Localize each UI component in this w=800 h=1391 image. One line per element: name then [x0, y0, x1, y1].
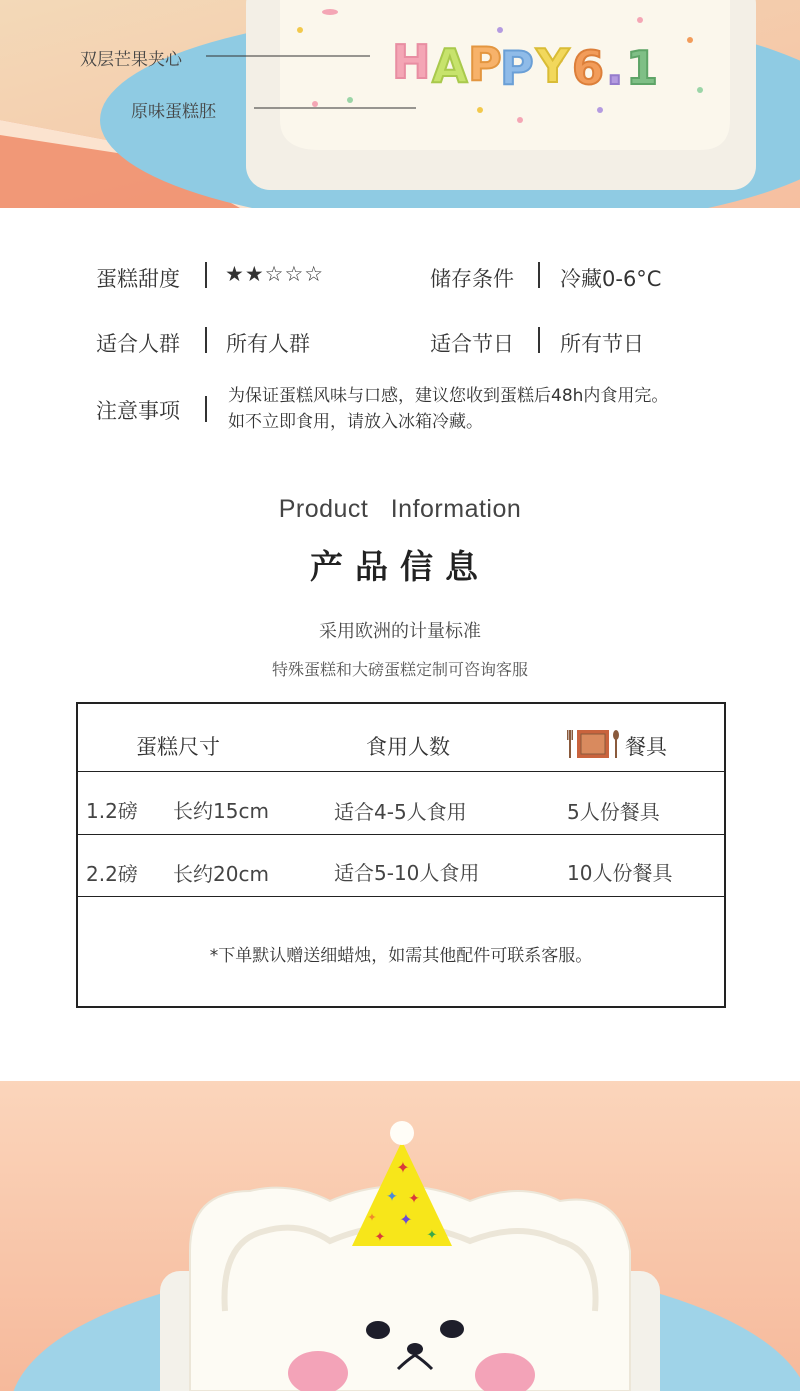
storage-value: 冷藏0-6°C	[560, 267, 662, 291]
divider	[205, 327, 207, 353]
occasion-label: 适合节日	[430, 332, 514, 356]
top-cake-photo	[0, 0, 800, 208]
cake-letter: P	[500, 41, 534, 95]
svg-text:✦: ✦	[408, 1191, 420, 1207]
custom-cake-note: 特殊蛋糕和大磅蛋糕定制可咨询客服	[271, 660, 528, 679]
storage-label: 储存条件	[430, 267, 514, 291]
cake-letter: 1	[626, 41, 659, 95]
row2-length: 长约20cm	[173, 862, 269, 886]
size-table	[76, 702, 726, 1008]
notes-label: 注意事项	[96, 399, 180, 423]
divider	[538, 262, 540, 288]
cake-letter: A	[432, 39, 468, 93]
svg-text:✦: ✦	[367, 1211, 377, 1224]
notes-line-2: 如不立即食用，请放入冰箱冷藏。	[228, 412, 483, 432]
cake-letter: 6	[572, 41, 605, 95]
happy-cake-lettering	[392, 35, 658, 95]
product-information-title: Product Information	[278, 495, 522, 523]
svg-text:✦: ✦	[426, 1228, 438, 1243]
callout-sponge-base: 原味蛋糕胚	[131, 102, 216, 122]
row1-length: 长约15cm	[173, 799, 269, 823]
bottom-cake-photo	[0, 1081, 800, 1391]
svg-text:✦: ✦	[399, 1210, 413, 1229]
cake-letter: .	[606, 41, 624, 95]
bear-cake-illustration	[0, 1081, 800, 1391]
product-information-cn-title: 产品信息	[310, 547, 490, 586]
top-cake-illustration	[0, 0, 800, 208]
header-tableware: 餐具	[625, 735, 667, 759]
header-size: 蛋糕尺寸	[136, 735, 220, 759]
svg-text:✦: ✦	[396, 1158, 410, 1177]
audience-value: 所有人群	[226, 332, 310, 356]
row2-tableware: 10人份餐具	[567, 861, 673, 885]
divider	[205, 262, 207, 288]
audience-label: 适合人群	[96, 332, 180, 356]
row-divider	[78, 896, 724, 897]
divider	[538, 327, 540, 353]
tableware-icon	[567, 726, 621, 764]
cake-letter: Y	[536, 39, 570, 93]
measurement-note: 采用欧洲的计量标准	[319, 621, 481, 642]
cake-letter: P	[468, 37, 502, 91]
occasion-value: 所有节日	[560, 332, 644, 356]
notes-line-1: 为保证蛋糕风味与口感，建议您收到蛋糕后48h内食用完。	[228, 386, 669, 406]
sweetness-label: 蛋糕甜度	[96, 267, 180, 291]
divider	[205, 396, 207, 422]
svg-text:✦: ✦	[374, 1230, 386, 1245]
bear-eye	[366, 1321, 390, 1339]
sweetness-stars: ★★☆☆☆	[225, 262, 325, 286]
svg-text:✦: ✦	[386, 1189, 398, 1205]
row-divider	[78, 834, 724, 835]
row-divider	[78, 771, 724, 772]
header-servings: 食用人数	[366, 735, 450, 759]
row1-servings: 适合4-5人食用	[334, 800, 467, 824]
callout-mango-filling: 双层芒果夹心	[80, 50, 182, 70]
row1-tableware: 5人份餐具	[567, 800, 660, 824]
row1-weight: 1.2磅	[86, 799, 138, 823]
cake-letter: H	[392, 35, 431, 89]
table-footnote: *下单默认赠送细蜡烛，如需其他配件可联系客服。	[209, 946, 593, 966]
bear-eye	[440, 1320, 464, 1338]
row2-servings: 适合5-10人食用	[334, 861, 480, 885]
row2-weight: 2.2磅	[86, 862, 138, 886]
